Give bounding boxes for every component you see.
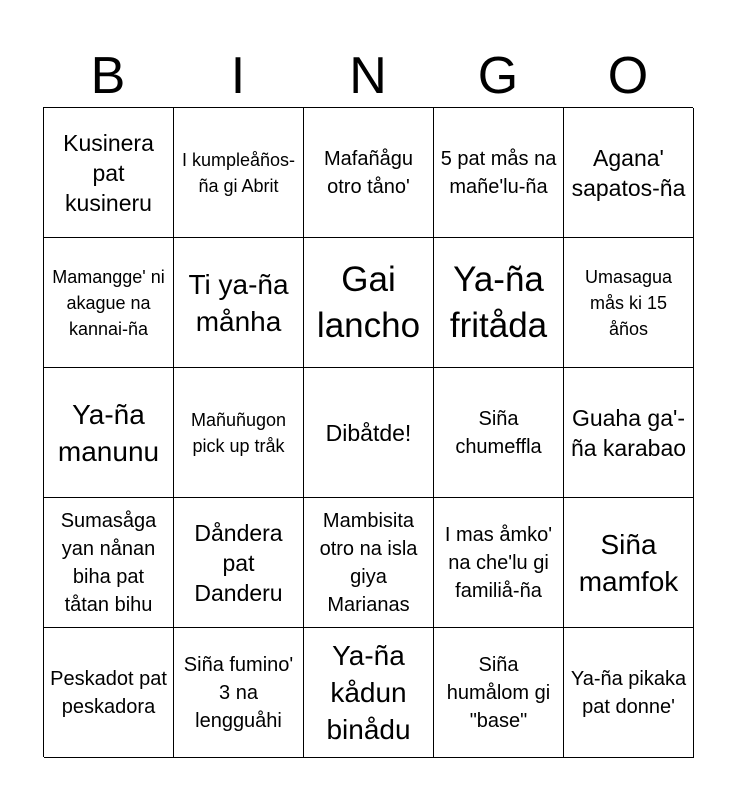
bingo-cell-r5-c5[interactable] <box>564 628 694 758</box>
header-letter-n: N <box>349 47 387 105</box>
bingo-cell-r4-c3[interactable] <box>304 498 434 628</box>
cell-text: Mamangge' ni akague na kannai-ña <box>52 266 165 339</box>
bingo-cell-r3-c5[interactable] <box>564 368 694 498</box>
cell-text: Peskadot pat peskadora <box>50 667 167 718</box>
cell-text: Siña chumeffla <box>455 407 542 458</box>
cell-text: Guaha ga'-ña karabao <box>570 404 687 461</box>
header-letter-i: I <box>230 47 246 105</box>
cell-text: Mambisita otro na isla giya Marianas <box>319 509 418 616</box>
bingo-cell-r5-c2[interactable] <box>174 628 304 758</box>
bingo-cell-r1-c5[interactable] <box>564 108 694 238</box>
cell-text: Ti ya-ña månha <box>188 268 289 337</box>
cell-text: Ya-ña kådun binådu <box>326 640 411 745</box>
bingo-cell-r1-c3[interactable] <box>304 108 434 238</box>
bingo-cell-r3-c1[interactable] <box>44 368 174 498</box>
cell-text: Kusinera pat kusineru <box>63 129 154 216</box>
bingo-cell-r4-c1[interactable] <box>44 498 174 628</box>
bingo-cell-r2-c5[interactable] <box>564 238 694 368</box>
cell-text: I kumpleåños-ña gi Abrit <box>181 149 296 196</box>
cell-text: I mas åmko' na che'lu gi familiå-ña <box>444 523 553 602</box>
cell-text: Mañuñugon pick up tråk <box>190 409 287 456</box>
cell-text: Siña humålom gi "base" <box>446 653 551 732</box>
bingo-cell-r1-c2[interactable] <box>174 108 304 238</box>
bingo-cell-r4-c4[interactable] <box>434 498 564 628</box>
header-letter-g: G <box>477 47 519 105</box>
bingo-cell-r2-c3[interactable] <box>304 238 434 368</box>
cell-text: Ya-ña manunu <box>57 398 160 467</box>
bingo-cell-r3-c3[interactable] <box>304 368 434 498</box>
bingo-cell-r2-c2[interactable] <box>174 238 304 368</box>
bingo-cell-r2-c4[interactable] <box>434 238 564 368</box>
header-letter-o: O <box>607 47 649 105</box>
bingo-board <box>43 107 693 757</box>
cell-text: Gai lancho <box>316 259 421 345</box>
bingo-cell-r3-c4[interactable] <box>434 368 564 498</box>
bingo-cell-r4-c5[interactable] <box>564 498 694 628</box>
cell-text: 5 pat mås na mañe'lu-ña <box>440 147 557 198</box>
header-letter-b: B <box>90 47 126 105</box>
bingo-cell-r5-c3[interactable] <box>304 628 434 758</box>
bingo-cell-r1-c4[interactable] <box>434 108 564 238</box>
cell-text: Dibåtde! <box>325 419 412 446</box>
bingo-cell-r4-c2[interactable] <box>174 498 304 628</box>
bingo-cell-r1-c1[interactable] <box>44 108 174 238</box>
cell-text: Sumasåga yan nånan biha pat tåtan bihu <box>60 509 157 616</box>
cell-text: Ya-ña fritåda <box>449 259 548 345</box>
bingo-header <box>43 46 693 106</box>
cell-text: Agana' sapatos-ña <box>571 144 686 201</box>
bingo-cell-r2-c1[interactable] <box>44 238 174 368</box>
bingo-cell-r5-c4[interactable] <box>434 628 564 758</box>
cell-text: Umasagua mås ki 15 åños <box>584 266 673 339</box>
cell-text: Mafañågu otro tåno' <box>324 147 413 198</box>
bingo-cell-r3-c2[interactable] <box>174 368 304 498</box>
cell-text: Dåndera pat Danderu <box>194 519 283 606</box>
cell-text: Siña fumino' 3 na lengguåhi <box>183 653 294 732</box>
cell-text: Siña mamfok <box>578 528 679 597</box>
cell-text: Ya-ña pikaka pat donne' <box>570 667 687 718</box>
bingo-cell-r5-c1[interactable] <box>44 628 174 758</box>
